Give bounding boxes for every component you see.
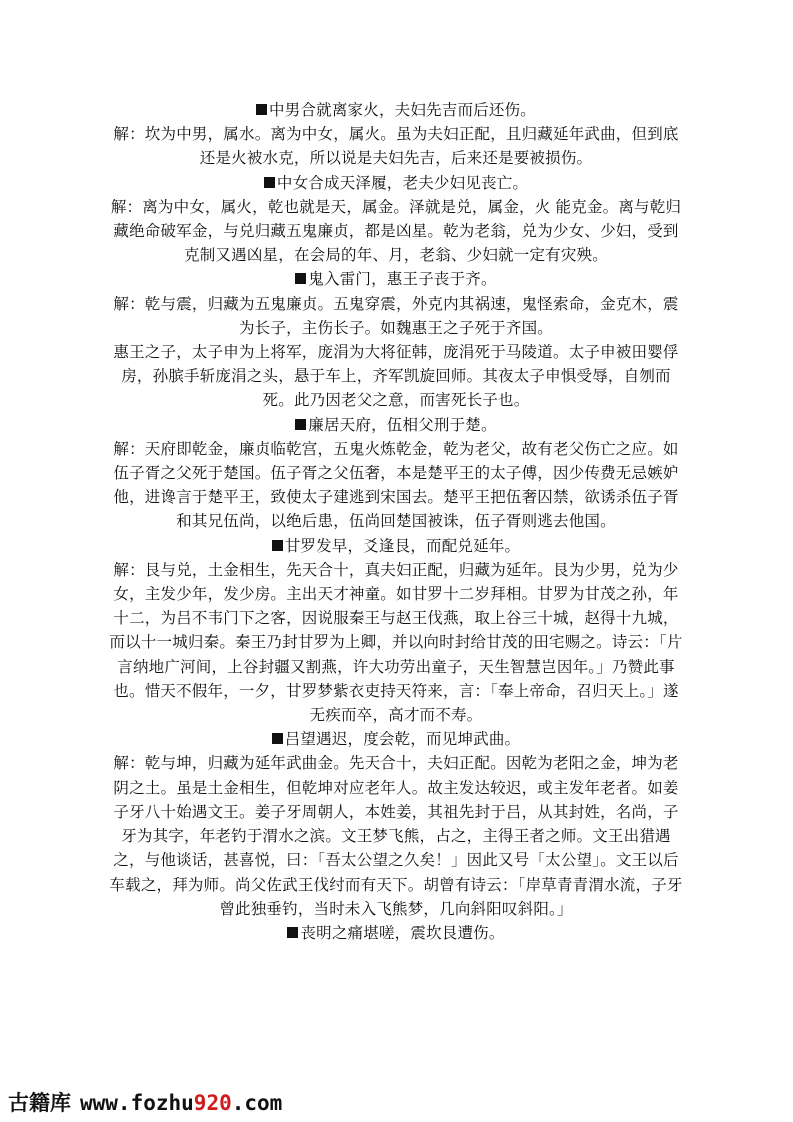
- section-heading: 中女合成天泽履，老夫少妇见丧亡。: [108, 171, 684, 195]
- section-heading: 鬼入雷门，惠王子丧于齐。: [108, 267, 684, 291]
- section-paragraph: 解：乾与震，归藏为五鬼廉贞。五鬼穿震，外克内其祸速，鬼怪索命，金克木，震为长子，主伤长子。如魏惠王之子死于齐国。: [113, 294, 679, 337]
- section-heading: 廉居天府，伍相父刑于楚。: [108, 413, 684, 437]
- black-square-bullet-icon: [287, 927, 298, 938]
- section-heading: 甘罗发早，爻逢艮，而配兑延年。: [108, 534, 684, 558]
- site-url-suffix: .com: [231, 1091, 283, 1115]
- site-brand: 古籍库: [8, 1091, 71, 1115]
- section-heading: 吕望遇迟，度会乾，而见坤武曲。: [108, 727, 684, 751]
- section-paragraph: 惠王之子，太子申为上将军，庞涓为大将征韩，庞涓死于马陵道。太子申被田婴俘房，孙膑手斩庞涓之头，悬于车上，齐军凯旋回师。其夜太子申惧受辱，自刎而死。此乃因老父之意，而害死长子也。: [113, 343, 679, 410]
- site-url-prefix: www.fozhu: [80, 1091, 194, 1115]
- black-square-bullet-icon: [272, 540, 283, 551]
- black-square-bullet-icon: [295, 419, 306, 430]
- site-url-number: 920: [193, 1091, 232, 1115]
- section-paragraph: 解：天府即乾金，廉贞临乾宫，五鬼火炼乾金，乾为老父，故有老父伤亡之应。如伍子胥之父死于楚国。伍子胥之父伍奢，本是楚平王的太子傅，因少传费无忌嫉妒他，进谗言于楚平王，致使太子建逃到宋国去。楚平王把伍奢囚禁，欲诱杀伍子胥和其兄伍尚，以绝后患，伍尚回楚国被诛，伍子胥则逃去他国。: [113, 439, 679, 531]
- site-watermark: [8, 1087, 282, 1121]
- black-square-bullet-icon: [264, 177, 275, 188]
- document-body: [108, 98, 684, 945]
- section-paragraph: 解：坎为中男，属水。离为中女，属火。虽为夫妇正配，且归藏延年武曲，但到底还是火被水克，所以说是夫妇先吉，后来还是要被损伤。: [113, 125, 679, 168]
- section-paragraph: 解：乾与坤，归藏为延年武曲金。先天合十，夫妇正配。因乾为老阳之金，坤为老阴之土。虽是土金相生，但乾坤对应老年人。故主发达较迟，或主发年老者。如姜子牙八十始遇文王。姜子牙周朝人，本姓姜，其祖先封于吕，从其封姓，名尚，子牙为其字，年老钓于渭水之滨。文王梦飞熊，占之，主得王者之师。文王出猎遇之，与他谈话，甚喜悦，曰：「吾太公望之久矣！」因此又号「太公望」。文王以后车载之，拜为师。尚父佐武王伐纣而有天下。胡曾有诗云：「岸草青青渭水流，子牙曾此独垂钓，当时未入飞熊梦，几向斜阳叹斜阳。」: [109, 754, 683, 918]
- black-square-bullet-icon: [272, 733, 283, 744]
- black-square-bullet-icon: [256, 104, 267, 115]
- section-paragraph: 解：艮与兑，土金相生，先天合十，真夫妇正配，归藏为延年。艮为少男，兑为少女，主发少年，发少房。主出天才神童。如甘罗十二岁拜相。甘罗为甘茂之孙，年十二，为吕不韦门下之客，因说服秦王与赵王伐燕，取上谷三十城，赵得十九城，而以十一城归秦。秦王乃封甘罗为上卿，并以向时封给甘茂的田宅赐之。诗云：「片言纳地广河间，上谷封疆又割燕，许大功劳出童子，天生智慧岂因年。」乃赞此事也。惜天不假年，一夕，甘罗梦紫衣吏持天符来，言：「奉上帝命，召归天上。」遂无疾而卒，高才而不寿。: [109, 560, 683, 725]
- black-square-bullet-icon: [295, 273, 306, 284]
- section-heading: 中男合就离家火，夫妇先吉而后还伤。: [108, 98, 684, 122]
- section-paragraph: 解：离为中女，属火，乾也就是天，属金。泽就是兑，属金，火 能克金。离与乾归藏绝命破军金，与兑归藏五鬼廉贞，都是凶星。乾为老翁，兑为少女、少妇，受到克制又遇凶星，在会局的年、月，老翁、少妇就一定有灾殃。: [110, 197, 682, 265]
- section-heading: 丧明之痛堪嗟，震坎艮遭伤。: [108, 921, 684, 945]
